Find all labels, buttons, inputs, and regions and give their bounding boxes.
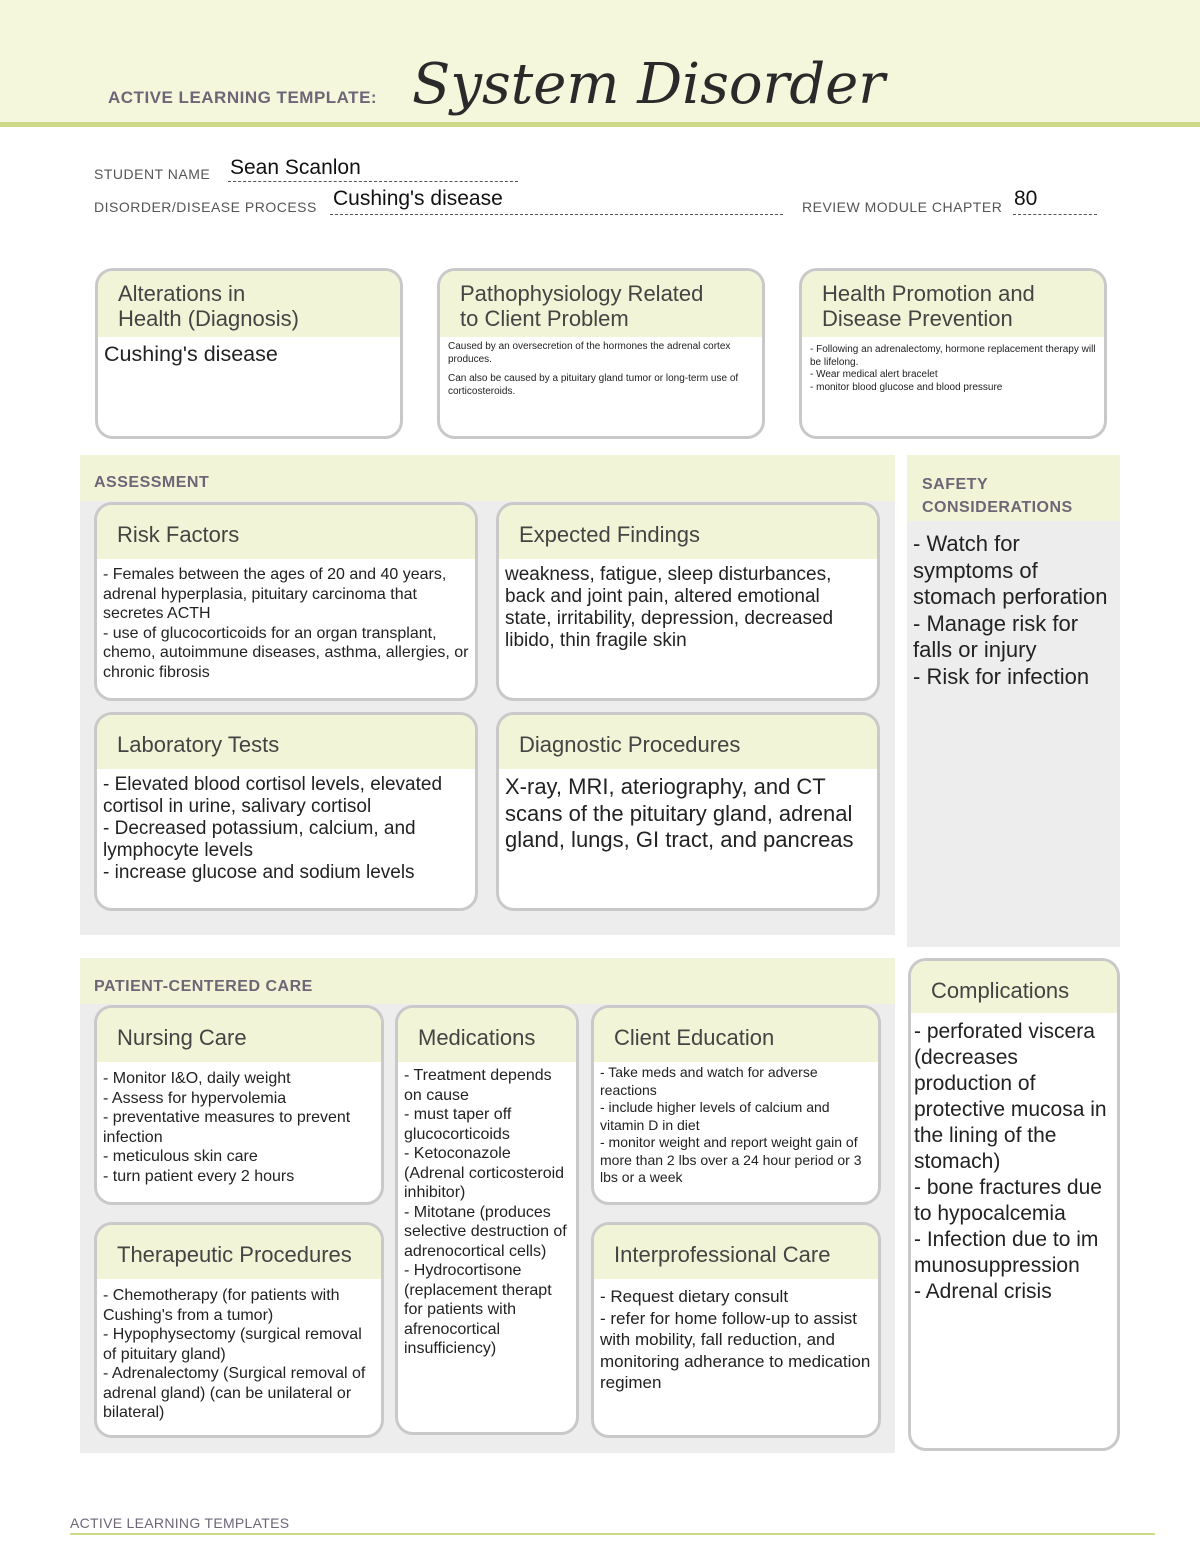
list-item: - Elevated blood cortisol levels, elevated cortisol in urine, salivary cortisol <box>103 774 443 817</box>
laboratory-tests-title: Laboratory Tests <box>97 715 475 769</box>
list-item: - Watch for symptoms of stomach perforation <box>913 531 1108 609</box>
laboratory-tests-box <box>94 712 478 911</box>
risk-factors-title: Risk Factors <box>97 505 475 559</box>
list-item: - Following an adrenalectomy, hormone replacement therapy will be lifelong. <box>810 344 1096 368</box>
interprofessional-care-box <box>591 1222 881 1438</box>
list-item: - Infection due to immunosuppression <box>914 1228 1099 1277</box>
expected-findings-content[interactable]: weakness, fatigue, sleep disturbances, back and joint pain, altered emotional state, irritability, depression, decreased libido, thin fragile skin <box>505 564 834 651</box>
alterations-box <box>95 268 403 439</box>
student-name-label: STUDENT NAME <box>94 166 211 182</box>
safety-label-line1: SAFETY <box>922 476 989 493</box>
laboratory-tests-content[interactable] <box>97 769 475 888</box>
complications-content[interactable] <box>911 1013 1117 1309</box>
header-divider <box>0 122 1200 127</box>
list-item: - Request dietary consult <box>600 1287 789 1306</box>
diagnostic-procedures-content[interactable]: X-ray, MRI, ateriography, and CT scans of the pituitary gland, adrenal gland, lungs, GI tract, and pancreas <box>505 774 854 852</box>
health-promotion-content[interactable] <box>802 337 1104 398</box>
therapeutic-procedures-box <box>94 1222 384 1438</box>
student-name-field[interactable]: Sean Scanlon <box>230 156 361 179</box>
alterations-title-line2: Health (Diagnosis) <box>118 306 299 331</box>
pathophysiology-paragraph: Can also be caused by a pituitary gland tumor or long-term use of corticosteroids. <box>448 373 739 397</box>
interprofessional-care-title: Interprofessional Care <box>594 1225 878 1279</box>
list-item: - Adrenal crisis <box>914 1280 1052 1303</box>
list-item: - Monitor I&O, daily weight <box>103 1070 291 1087</box>
disorder-line <box>330 214 783 215</box>
nursing-care-content[interactable] <box>97 1062 381 1190</box>
template-title: System Disorder <box>412 52 886 117</box>
list-item: - Ketoconazole (Adrenal corticosteroid inhibitor) <box>404 1145 565 1201</box>
pathophysiology-title-line1: Pathophysiology Related <box>460 281 704 306</box>
template-label: ACTIVE LEARNING TEMPLATE: <box>108 88 378 107</box>
list-item: - Females between the ages of 20 and 40 years, adrenal hyperplasia, pituitary carcinoma that secretes ACTH <box>103 566 447 622</box>
therapeutic-procedures-content[interactable] <box>97 1279 381 1427</box>
risk-factors-content[interactable] <box>97 559 475 686</box>
chapter-label: REVIEW MODULE CHAPTER <box>802 199 1003 215</box>
list-item: - monitor weight and report weight gain of more than 2 lbs over a 24 hour period or 3 lbs or a week <box>600 1134 862 1185</box>
alterations-title-line1: Alterations in <box>118 281 246 306</box>
health-promotion-title <box>802 271 1104 337</box>
list-item: - Adrenalectomy (Surgical removal of adrenal gland) (can be unilateral or bilateral) <box>103 1365 366 1421</box>
client-education-content[interactable] <box>594 1062 878 1191</box>
disorder-label: DISORDER/DISEASE PROCESS <box>94 199 317 215</box>
pathophysiology-title <box>440 271 762 337</box>
footer-label: ACTIVE LEARNING TEMPLATES <box>70 1515 290 1531</box>
alterations-content[interactable]: Cushing's disease <box>104 342 278 366</box>
list-item: - Manage risk for falls or injury <box>913 610 1079 662</box>
list-item: - turn patient every 2 hours <box>103 1167 295 1185</box>
list-item: - perforated viscera (decreases production of protective mucosa in the lining of the stomach) <box>914 1020 1107 1173</box>
list-item: - bone fractures due to hypocalcemia <box>914 1176 1102 1225</box>
safety-panel <box>907 455 1120 947</box>
disorder-field[interactable]: Cushing's disease <box>333 187 503 210</box>
medications-box <box>395 1005 579 1435</box>
health-promotion-title-line1: Health Promotion and <box>822 281 1035 306</box>
list-item: - refer for home follow-up to assist with mobility, fall reduction, and monitoring adherance to medication regimen <box>600 1308 871 1392</box>
client-education-title: Client Education <box>594 1008 878 1062</box>
list-item: - increase glucose and sodium levels <box>103 862 415 883</box>
list-item: - Assess for hypervolemia <box>103 1089 287 1107</box>
safety-label <box>922 473 1073 519</box>
therapeutic-procedures-title: Therapeutic Procedures <box>97 1225 381 1279</box>
list-item: - monitor blood glucose and blood pressure <box>810 381 1003 393</box>
student-name-line <box>228 181 518 182</box>
nursing-care-box <box>94 1005 384 1205</box>
pathophysiology-title-line2: to Client Problem <box>460 306 629 331</box>
complications-title: Complications <box>911 961 1117 1013</box>
nursing-care-title: Nursing Care <box>97 1008 381 1062</box>
expected-findings-title: Expected Findings <box>499 505 877 559</box>
list-item: - Wear medical alert bracelet <box>810 369 938 380</box>
list-item: - Hypophysectomy (surgical removal of pituitary gland) <box>103 1326 362 1363</box>
alterations-title <box>98 271 400 337</box>
medications-content[interactable] <box>398 1062 576 1363</box>
list-item: - preventative measures to prevent infection <box>103 1109 351 1146</box>
safety-content[interactable] <box>913 531 1113 690</box>
assessment-label: ASSESSMENT <box>94 474 210 491</box>
patient-care-label: PATIENT-CENTERED CARE <box>94 978 313 995</box>
list-item: - Take meds and watch for adverse reactions <box>600 1064 818 1098</box>
chapter-line <box>1013 214 1097 215</box>
list-item: - Decreased potassium, calcium, and lymphocyte levels <box>103 818 416 861</box>
diagnostic-procedures-box <box>496 712 880 911</box>
expected-findings-box <box>496 502 880 701</box>
health-promotion-box <box>799 268 1107 439</box>
list-item: - Mitotane (produces selective destruction of adrenocortical cells) <box>404 1203 567 1260</box>
list-item: - must taper off glucocorticoids <box>404 1106 512 1143</box>
list-item: - use of glucocorticoids for an organ transplant, chemo, autoimmune diseases, asthma, allergies, or chronic fibrosis <box>103 624 469 681</box>
list-item: - Chemotherapy (for patients with Cushing's from a tumor) <box>103 1287 340 1324</box>
list-item: - Risk for infection <box>913 663 1090 689</box>
footer-divider <box>70 1533 1155 1535</box>
diagnostic-procedures-title: Diagnostic Procedures <box>499 715 877 769</box>
client-education-box <box>591 1005 881 1205</box>
medications-title: Medications <box>398 1008 576 1062</box>
list-item: - include higher levels of calcium and vitamin D in diet <box>600 1099 830 1133</box>
complications-box <box>908 958 1120 1451</box>
list-item: - meticulous skin care <box>103 1148 258 1165</box>
pathophysiology-content[interactable] <box>440 337 762 402</box>
chapter-field[interactable]: 80 <box>1014 187 1038 210</box>
list-item: - Treatment depends on cause <box>404 1067 552 1104</box>
pathophysiology-box <box>437 268 765 439</box>
list-item: - Hydrocortisone (replacement therapt for patients with afrenocortical insufficiency) <box>404 1262 552 1357</box>
interprofessional-care-content[interactable] <box>594 1279 878 1398</box>
safety-label-line2: CONSIDERATIONS <box>922 499 1073 516</box>
pathophysiology-paragraph: Caused by an oversecretion of the hormones the adrenal cortex produces. <box>448 341 731 365</box>
health-promotion-title-line2: Disease Prevention <box>822 306 1013 331</box>
risk-factors-box <box>94 502 478 701</box>
